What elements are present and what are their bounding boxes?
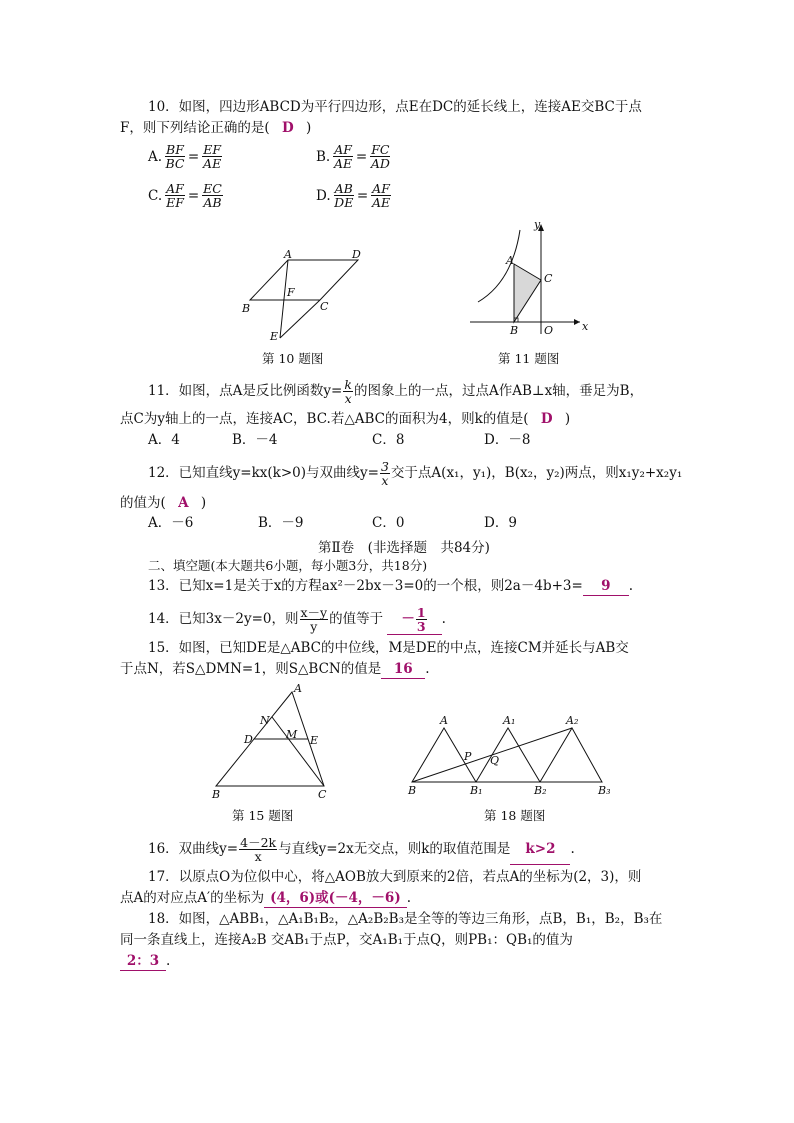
q11-option-d: D．－8 <box>484 432 531 448</box>
q10-option-b: B. $\frac{AF}{AE}$ = $\frac{FC}{AD}$ <box>316 142 390 171</box>
q10-close: ) <box>305 120 312 136</box>
figure-10 <box>238 248 378 348</box>
q11-line2: 点C为y轴上的一点，连接AC，BC.若△ABC的面积为4，则k的值是( D ) <box>120 411 571 427</box>
fig11-label-o: O <box>544 324 554 337</box>
q10-line2 <box>120 119 311 137</box>
q12-answer: A <box>178 495 189 511</box>
fig15-label-m: M <box>286 728 298 741</box>
q11-answer: D <box>540 411 553 427</box>
fig10-label-a: A <box>284 248 292 261</box>
fig11-label-b: B <box>510 324 519 337</box>
q15-line2: 于点N，若S△DMN=1，则S△BCN的值是 16 . <box>120 661 430 677</box>
q10-option-d: D. $\frac{AB}{DE}$ = $\frac{AF}{AE}$ <box>316 181 391 210</box>
fig18-label-b2: B₂ <box>534 784 547 797</box>
q17-line1: 17．以原点O为位似中心，将△AOB放大到原来的2倍，若点A的坐标为(2，3)，则 <box>148 869 642 885</box>
figure-18 <box>402 708 622 798</box>
q10-answer: D <box>281 120 294 136</box>
q15-answer: 16 <box>381 660 425 679</box>
q12-line1: 12．已知直线y=kx(k>0)与双曲线y= $\frac{3}{x}$ 交于点A(x₁，y₁)，B(x₂，y₂)两点，则x₁y₂+x₂y₁ <box>148 459 683 488</box>
fig11-caption: 第 11 题图 <box>498 351 560 366</box>
q12-option-a: A．－6 <box>148 515 194 531</box>
q11-option-a: A．4 <box>148 432 180 448</box>
q12-option-c: C．0 <box>372 515 405 531</box>
fig18-label-b: B <box>408 784 417 797</box>
fig15-label-e: E <box>310 734 319 747</box>
fig15-label-d: D <box>244 733 253 746</box>
fig11-label-y: y <box>534 222 541 231</box>
fig11-label-c: C <box>544 272 553 285</box>
fig15-label-b: B <box>212 788 221 798</box>
q14-answer: － $\frac{1}{3}$ <box>387 604 441 635</box>
q10-option-a: A. $\frac{BF}{BC}$ = $\frac{EF}{AE}$ <box>148 142 222 171</box>
q16: 16．双曲线y= $\frac{4-2k}{x}$ 与直线y=2x无交点，则k的取值范围是 k>2 . <box>148 835 575 864</box>
fig18-label-b3: B₃ <box>598 784 611 797</box>
fig11-label-a: A <box>506 254 514 267</box>
q11-option-b: B．－4 <box>232 432 278 448</box>
q14: 14．已知3x－2y=0，则 $\frac{x-y}{y}$ 的值等于 － $\frac{1}{3}$ . <box>148 605 446 634</box>
fig11-label-x: x <box>582 320 589 333</box>
q17-answer: (4，6)或(－4，－6) <box>264 889 407 908</box>
fig18-label-a1: A₁ <box>503 714 516 727</box>
fig15-label-c: C <box>318 788 327 798</box>
fig10-label-f: F <box>287 286 295 299</box>
q11-line1: 11．如图，点A是反比例函数y= $\frac{k}{x}$ 的图象上的一点，过点A作AB⊥x轴，垂足为B， <box>148 377 644 406</box>
q17-line2: 点A的对应点A′的坐标为 (4，6)或(－4，－6) . <box>120 890 411 906</box>
fig18-label-a2: A₂ <box>566 714 579 727</box>
fig18-label-p: P <box>464 750 472 763</box>
fig15-label-n: N <box>260 714 270 727</box>
fig10-label-e: E <box>270 330 279 343</box>
q12-option-b: B．－9 <box>258 515 304 531</box>
fig15-caption: 第 15 题图 <box>232 808 294 823</box>
q11-option-c: C．8 <box>372 432 405 448</box>
q10-line1: 10．如图，四边形ABCD为平行四边形，点E在DC的延长线上，连接AE交BC于点 <box>148 99 642 115</box>
figure-15 <box>206 682 336 798</box>
q18-line2: 同一条直线上，连接A₂B 交AB₁于点P，交A₁B₁于点Q，则PB₁：QB₁的值为 <box>120 932 573 948</box>
fig18-label-a: A <box>440 714 448 727</box>
q18-answer: 2：3 <box>120 952 166 971</box>
q13: 13．已知x=1是关于x的方程ax²－2bx－3=0的一个根，则2a－4b+3= 9 . <box>148 578 634 594</box>
q10-option-c: C. $\frac{AF}{EF}$ = $\frac{EC}{AB}$ <box>148 181 222 210</box>
q13-answer: 9 <box>583 577 629 596</box>
q18-line3: 2：3 . <box>120 952 170 971</box>
figure-11 <box>462 222 592 340</box>
fig10-label-d: D <box>352 248 361 261</box>
fig10-label-c: C <box>320 300 329 313</box>
fig18-label-b1: B₁ <box>470 784 483 797</box>
fig10-caption: 第 10 题图 <box>262 351 324 366</box>
section-heading: 二、填空题(本大题共6小题，每小题3分，共18分) <box>148 558 428 573</box>
q15-line1: 15．如图，已知DE是△ABC的中位线，M是DE的中点，连接CM并延长与AB交 <box>148 640 629 656</box>
fig18-label-q: Q <box>490 754 500 767</box>
q16-answer: k>2 <box>510 834 570 865</box>
fig10-label-b: B <box>242 302 251 315</box>
fig18-caption: 第 18 题图 <box>484 808 546 823</box>
section-title: 第Ⅱ卷 (非选择题 共84分) <box>318 540 490 556</box>
q10-stem: F，则下列结论正确的是( <box>120 120 270 136</box>
q12-option-d: D．9 <box>484 515 517 531</box>
q12-line2: 的值为( A ) <box>120 495 207 511</box>
fig15-label-a: A <box>294 682 302 695</box>
q18-line1: 18．如图，△ABB₁，△A₁B₁B₂，△A₂B₂B₃是全等的等边三角形，点B，B₁，B₂，B₃在 <box>148 911 663 927</box>
